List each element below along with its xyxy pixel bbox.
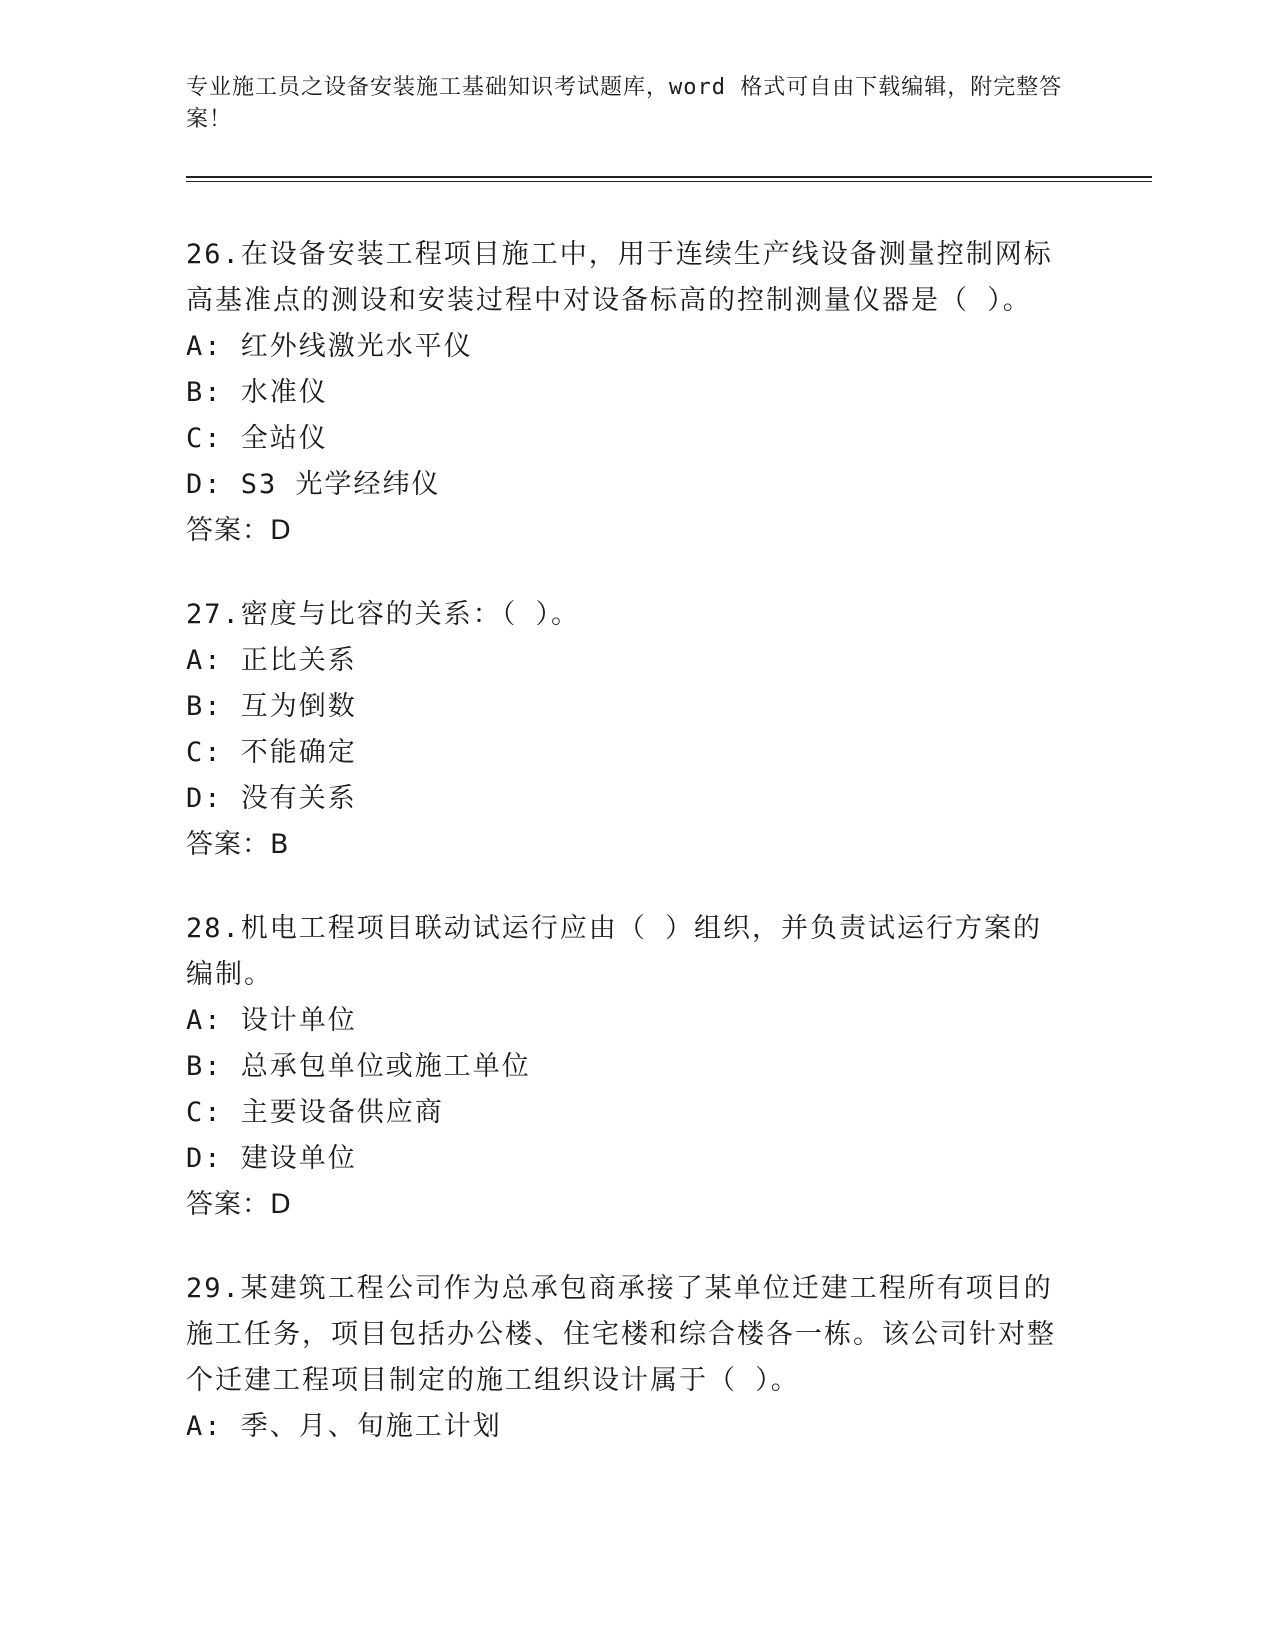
option-d: D: 没有关系 bbox=[186, 783, 357, 814]
option-a: A: 红外线激光水平仪 bbox=[186, 331, 473, 362]
question-29 bbox=[186, 1266, 1066, 1450]
question-28 bbox=[186, 906, 1066, 1228]
answer-label: 答案：D bbox=[186, 1189, 292, 1220]
option-a: A: 季、月、旬施工计划 bbox=[186, 1411, 502, 1442]
answer-label: 答案：D bbox=[186, 515, 292, 546]
question-26 bbox=[186, 232, 1066, 554]
question-stem: 26.在设备安装工程项目施工中，用于连续生产线设备测量控制网标高基准点的测设和安装过程中对设备标高的控制测量仪器是（ ）。 bbox=[186, 239, 1053, 316]
option-a: A: 设计单位 bbox=[186, 1005, 357, 1036]
option-d: D: S3 光学经纬仪 bbox=[186, 469, 441, 500]
option-c: C: 主要设备供应商 bbox=[186, 1097, 444, 1128]
header-divider-thin bbox=[186, 181, 1152, 182]
question-27 bbox=[186, 592, 1066, 868]
option-c: C: 全站仪 bbox=[186, 423, 328, 454]
header-divider-thick bbox=[186, 176, 1152, 178]
document-header: 专业施工员之设备安装施工基础知识考试题库，word 格式可自由下载编辑，附完整答案！ bbox=[186, 75, 1063, 132]
question-stem: 29.某建筑工程公司作为总承包商承接了某单位迁建工程所有项目的施工任务，项目包括办公楼、住宅楼和综合楼各一栋。该公司针对整个迁建工程项目制定的施工组织设计属于（ ）。 bbox=[186, 1273, 1056, 1396]
option-c: C: 不能确定 bbox=[186, 737, 357, 768]
option-a: A: 正比关系 bbox=[186, 645, 357, 676]
answer-label: 答案：B bbox=[186, 829, 290, 860]
question-stem: 27.密度与比容的关系：（ ）。 bbox=[186, 599, 581, 630]
question-stem: 28.机电工程项目联动试运行应由（ ）组织，并负责试运行方案的编制。 bbox=[186, 913, 1043, 990]
option-b: B: 水准仪 bbox=[186, 377, 328, 408]
question-list bbox=[186, 232, 1066, 1488]
option-d: D: 建设单位 bbox=[186, 1143, 357, 1174]
option-b: B: 总承包单位或施工单位 bbox=[186, 1051, 531, 1082]
option-b: B: 互为倒数 bbox=[186, 691, 357, 722]
